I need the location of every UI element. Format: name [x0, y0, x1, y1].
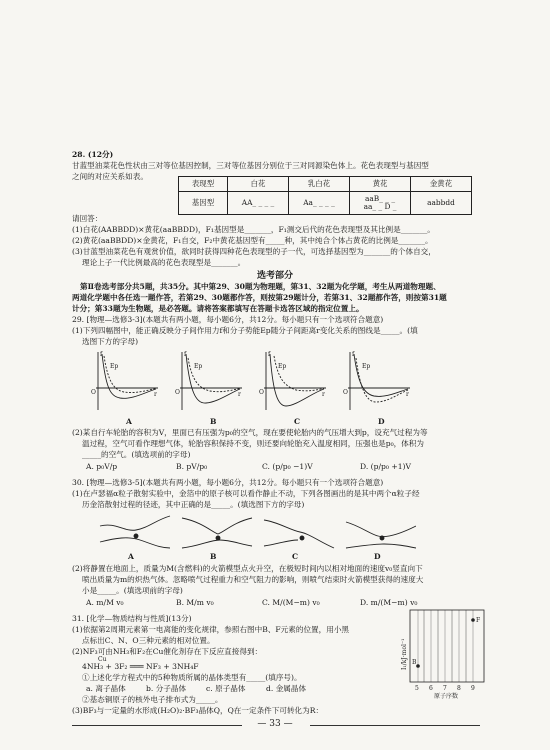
q31-head: 31. [化学—物质结构与性质](13分): [72, 614, 192, 623]
section-desc-1: 第Ⅱ卷选考部分共5题，共35分。其中第29、30题为物理题，第31、32题为化学题，考生从两道物理题、: [80, 282, 441, 291]
eq-catalyst: Cu: [98, 656, 107, 663]
scatter-label-c: C: [292, 552, 299, 561]
scatter-label-a: A: [128, 552, 134, 561]
page-number: — 33 —: [257, 719, 293, 729]
q30-part-2b: 喷出质量为m的炽热气体。忽略喷气过程重力和空气阻力的影响，则喷气结束时火箭模型获得的速度大: [82, 575, 424, 584]
table-cell: 乳白花: [289, 177, 350, 192]
q30-part-1: (1)在卢瑟福α粒子散射实验中，金箔中的原子核可以看作静止不动，下列各图画出的是其中两个α粒子经: [72, 489, 420, 498]
q28-part-3: (3)甘蓝型油菜花色有观赏价值，欲同时获得四种花色表现型的子一代，可选择基因型为_______的个体自交，: [72, 247, 436, 256]
graph-c: [264, 352, 326, 410]
q31-part-1: (1)依据第2周期元素第一电离能的变化规律，参照右图中B、F元素的位置，用小黑: [72, 625, 350, 634]
x-axis-label: 原子序数: [434, 693, 459, 700]
force-energy-graphs: [88, 348, 418, 418]
q30-option-c: C. M/(M−m) v₀: [262, 598, 320, 607]
q28-intro-1: 甘蓝型油菜花色性状由三对等位基因控制，三对等位基因分别位于三对同源染色体上。花色表现型与基因型: [72, 161, 429, 170]
phenotype-genotype-table: [178, 176, 472, 215]
q31-question-b: ②基态铜原子的核外电子排布式为_____。: [82, 695, 223, 704]
q30-head: 30. [物理—选修3-5](本题共有两小题，每小题6分，共12分。每小题只有一个选项符合题意): [72, 478, 384, 487]
q28-intro-2: 之间的对应关系如表。: [72, 172, 148, 181]
chart-label-f: F: [476, 617, 481, 624]
table-cell: Aa_ _ _ _: [289, 192, 350, 215]
table-row: [179, 192, 472, 215]
table-cell: 黄花: [350, 177, 411, 192]
q29-option-d: D. (p/p₀ +1)V: [360, 462, 411, 471]
q30-option-b: B. M/m v₀: [176, 598, 214, 607]
axis-label: f: [184, 351, 187, 358]
axis-label: r: [238, 391, 241, 398]
graph-label-d: D: [378, 417, 385, 426]
tick-label: 5: [415, 685, 419, 692]
q28-part-3b: 理论上子一代比例最高的花色表现型是_______。: [82, 258, 246, 267]
q29-option-c: C. (p/p₀ −1)V: [262, 462, 313, 471]
graph-b: [180, 352, 242, 410]
scatter-b: [182, 518, 252, 548]
scatter-c: [264, 520, 334, 548]
axis-label: r: [406, 391, 409, 398]
crystal-option-d: d. 金属晶体: [266, 684, 307, 693]
q29-option-b: B. pV/p₀: [176, 462, 208, 471]
tick-label: 9: [471, 685, 475, 692]
axis-label: O: [91, 389, 96, 396]
axis-label: Ep: [362, 363, 371, 370]
scatter-label-d: D: [374, 552, 381, 561]
q30-part-1b: 历金箔散射过程的径迹，其中正确的是_____。(填选图下方的字母): [82, 500, 305, 509]
scatter-d: [346, 522, 416, 548]
graph-d: [348, 352, 410, 410]
q30-option-a: A. m/M v₀: [86, 598, 124, 607]
q31-question-a: ①上述化学方程式中的5种物质所属的晶体类型有_____(填序号)。: [82, 673, 302, 682]
table-cell: 白花: [228, 177, 289, 192]
crystal-option-a: a. 离子晶体: [86, 684, 126, 693]
q31-part-1b: 点标出C、N、O三种元素的相对位置。: [82, 636, 215, 645]
crystal-option-c: c. 原子晶体: [206, 684, 246, 693]
scatter-label-b: B: [210, 552, 217, 561]
chart-label-b: B: [412, 659, 417, 666]
axis-label: f: [100, 351, 103, 358]
q29-part-2: (2)某自行车轮胎的容积为V，里面已有压强为p₀的空气，现在要使轮胎内的气压增大到p，设充气过程为等: [72, 428, 428, 437]
table-cell: AA_ _ _ _: [228, 192, 289, 215]
q31-equation: 4NH₃ + 3F₂ ═══ NF₃ + 3NH₄F: [82, 662, 199, 671]
q28-part-2: (2)黄花(aaBBDD)×金黄花，F₁自交，F₂中黄花基因型有_____种，其中纯合个体占黄花的比例是_______。: [72, 236, 433, 245]
graph-label-b: B: [210, 417, 217, 426]
point-f: [471, 618, 475, 622]
table-row: [179, 177, 472, 192]
table-cell: 基因型: [179, 192, 228, 215]
axis-label: f: [268, 351, 271, 358]
axis-label: Ep: [278, 363, 287, 370]
ionization-chart: [398, 606, 490, 700]
axis-label: O: [343, 389, 348, 396]
q28-ask: 请回答：: [72, 214, 103, 223]
tick-label: 8: [457, 685, 461, 692]
tick-label: 6: [429, 685, 433, 692]
q28-head: 28. (12分): [72, 150, 114, 159]
q29-part-1b: 选图下方的字母): [82, 337, 139, 346]
q29-part-1: (1)下列四幅图中，能正确反映分子间作用力f和分子势能Ep随分子间距离r变化关系的图线是_____。(填: [72, 326, 418, 335]
scatter-a: [100, 516, 170, 548]
axis-label: O: [175, 389, 180, 396]
graph-label-a: A: [126, 417, 132, 426]
q29-part-2b: 温过程，空气可看作理想气体，轮胎容积保持不变，则还要向轮胎充入温度相同，压强也是p₀，体积为: [82, 439, 425, 448]
y-axis-label: I₁/kJ·mol⁻¹: [401, 638, 408, 670]
axis-label: O: [259, 389, 264, 396]
q30-option-d: D. m/(M−m) v₀: [360, 598, 418, 607]
graph-a: [96, 352, 158, 410]
q29-part-2c: _____的空气。(填选项前的字母): [82, 450, 191, 459]
q30-part-2c: 小是_____。(填选项前的字母): [82, 586, 183, 595]
table-cell: aaB_ _ _ aa_ _ D _: [350, 192, 411, 215]
axis-label: r: [322, 391, 325, 398]
table-cell: 表现型: [179, 177, 228, 192]
section-desc-2: 两道化学题中各任选一题作答，若第29、30题都作答，则按第29题计分，若第31、32题都作答，则按第31题: [72, 293, 447, 302]
table-cell: aabbdd: [411, 192, 472, 215]
q29-option-a: A. p₀V/p: [86, 462, 118, 471]
q31-part-3: (3)BF₃与一定量的水形成(H₂O)₂·BF₃晶体Q，Q在一定条件下可转化为R：: [72, 706, 324, 715]
q31-part-2: (2)NF₃可由NH₃和F₂在Cu催化剂存在下反应直接得到：: [72, 647, 263, 656]
graph-label-c: C: [294, 417, 301, 426]
table-cell: 金黄花: [411, 177, 472, 192]
section-title: 选考部分: [256, 271, 293, 281]
axis-label: r: [154, 391, 157, 398]
point-b: [416, 664, 420, 668]
scattering-graphs: [96, 512, 416, 552]
q29-head: 29. [物理—选修3-3](本题共有两小题，每小题6分，共12分。每小题只有一个选项符合题意): [72, 315, 384, 324]
tick-label: 7: [443, 685, 447, 692]
axis-label: Ep: [194, 363, 203, 370]
section-desc-3: 计分；第33题为生物题，是必答题。请将答案都填写在答题卡选答区域的指定位置上。: [72, 304, 364, 313]
axis-label: Ep: [110, 363, 119, 370]
axis-label: f: [352, 351, 355, 358]
crystal-option-b: b. 分子晶体: [146, 684, 187, 693]
q30-part-2: (2)将静置在地面上，质量为M(含燃料)的火箭模型点火升空，在极短时间内以相对地面的速度v₀竖直向下: [72, 564, 423, 573]
q28-part-1: (1)白花(AABBDD)×黄花(aaBBDD)，F₁基因型是_______，F₁测交后代的花色表现型及其比例是_______。: [72, 225, 435, 234]
